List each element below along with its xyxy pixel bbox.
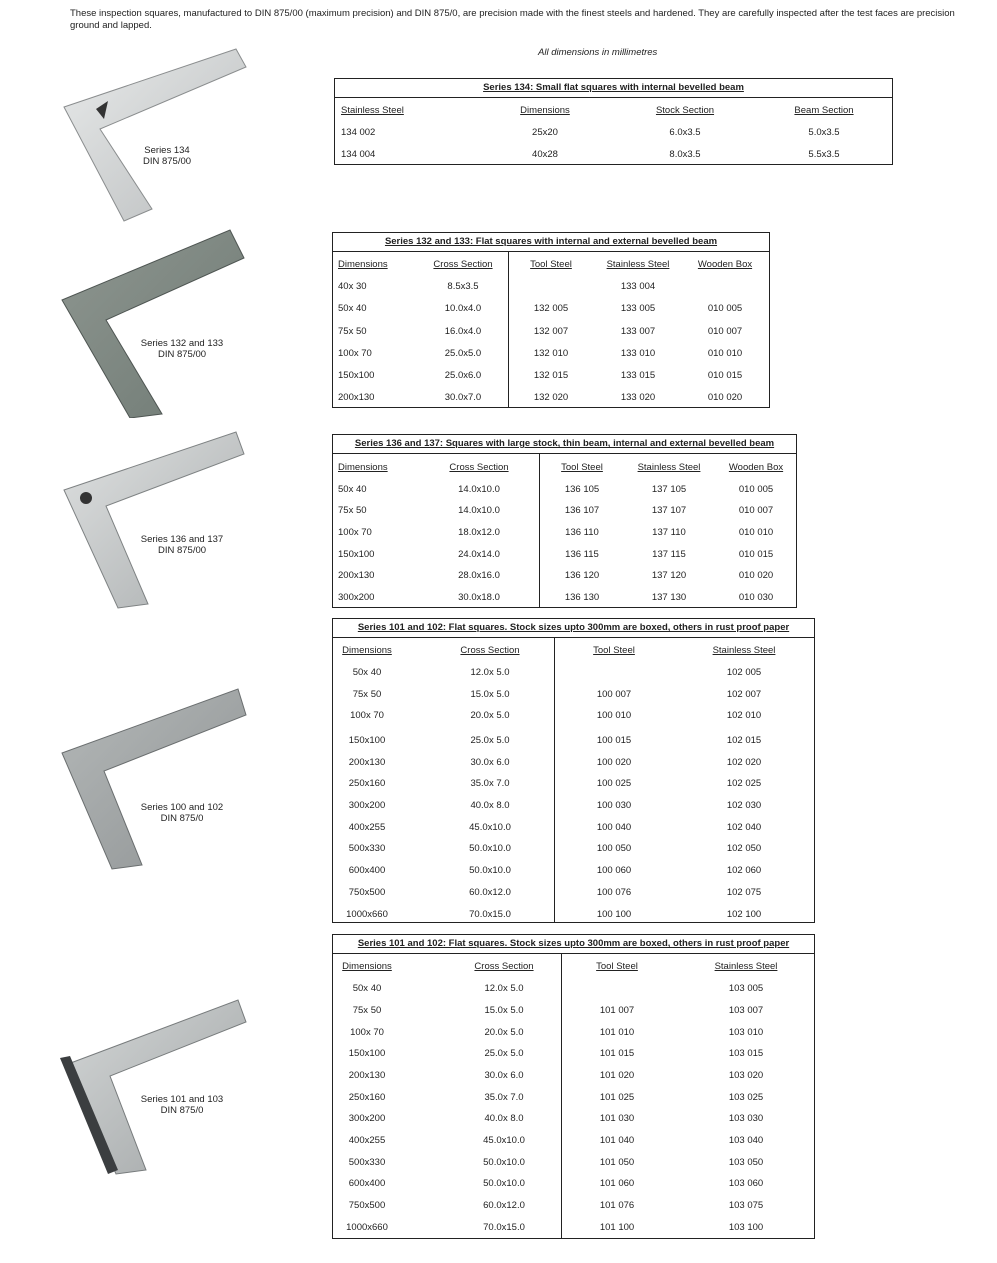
table-cell: 5.5x3.5 — [808, 149, 840, 160]
table-cell: 102 010 — [726, 710, 762, 721]
table-cell: 75x 50 — [338, 326, 367, 337]
square-132-image — [58, 228, 248, 418]
table-cell: 100 076 — [596, 887, 632, 898]
table-cell: 101 076 — [599, 1200, 635, 1211]
table-cell: 40x28 — [532, 149, 558, 160]
table-cell: 400x255 — [348, 822, 386, 833]
column-header: Dimensions — [342, 645, 392, 656]
table-cell: 010 007 — [707, 326, 743, 337]
table-cell: 50x 40 — [338, 484, 367, 495]
table-cell: 100x 70 — [338, 348, 372, 359]
table-cell: 102 020 — [726, 757, 762, 768]
table-cell: 8.5x3.5 — [447, 281, 479, 292]
column-header: Stainless Steel — [714, 961, 778, 972]
table-cell: 500x330 — [348, 843, 386, 854]
table-title: Series 134: Small flat squares with internal bevelled beam — [335, 79, 892, 98]
table-cell: 70.0x15.0 — [483, 1222, 525, 1233]
table-cell: 50.0x10.0 — [469, 843, 511, 854]
table-cell: 100x 70 — [338, 527, 372, 538]
table-cell: 137 107 — [651, 505, 687, 516]
table-cell: 150x100 — [348, 1048, 386, 1059]
table-cell: 8.0x3.5 — [669, 149, 701, 160]
table-cell: 75x 50 — [352, 1005, 382, 1016]
table-cell: 134 004 — [341, 149, 376, 160]
table-cell: 100 040 — [596, 822, 632, 833]
table-cell: 137 130 — [651, 592, 687, 603]
table-series-136-137 — [332, 434, 797, 608]
table-cell: 133 020 — [620, 392, 656, 403]
table-cell: 100 100 — [596, 909, 632, 920]
square-134-image — [60, 45, 250, 225]
units-note: All dimensions in millimetres — [538, 47, 658, 58]
caption-series-100-102: Series 100 and 102 DIN 875/0 — [140, 802, 224, 824]
table-cell: 25.0x5.0 — [444, 348, 482, 359]
table-cell: 25.0x6.0 — [444, 370, 482, 381]
table-cell: 12.0x 5.0 — [470, 667, 510, 678]
table-cell: 6.0x3.5 — [669, 127, 701, 138]
table-cell: 101 020 — [599, 1070, 635, 1081]
table-cell: 12.0x 5.0 — [484, 983, 524, 994]
table-cell: 150x100 — [348, 735, 386, 746]
table-cell: 200x130 — [348, 757, 386, 768]
table-cell: 136 115 — [565, 549, 599, 560]
table-cell: 010 020 — [707, 392, 743, 403]
table-cell: 133 010 — [620, 348, 656, 359]
table-cell: 20.0x 5.0 — [484, 1027, 524, 1038]
caption-series-101-103: Series 101 and 103 DIN 875/0 — [140, 1094, 224, 1116]
table-cell: 1000x660 — [346, 909, 388, 920]
table-cell: 102 005 — [726, 667, 762, 678]
table-cell: 14.0x10.0 — [458, 484, 500, 495]
column-header: Dimensions — [520, 105, 570, 116]
table-cell: 101 007 — [599, 1005, 635, 1016]
table-cell: 101 050 — [599, 1157, 635, 1168]
table-cell: 136 110 — [565, 527, 599, 538]
table-series-132-133 — [332, 232, 770, 408]
table-cell: 250x160 — [348, 778, 386, 789]
table-cell: 25.0x 5.0 — [470, 735, 510, 746]
table-cell: 75x 50 — [352, 689, 382, 700]
table-cell: 010 005 — [707, 303, 743, 314]
table-cell: 1000x660 — [346, 1222, 388, 1233]
table-cell: 102 040 — [726, 822, 762, 833]
column-header: Stainless Steel — [606, 259, 670, 270]
column-header: Stainless Steel — [637, 462, 701, 473]
table-cell: 25.0x 5.0 — [484, 1048, 524, 1059]
table-cell: 750x500 — [348, 1200, 386, 1211]
column-header: Stainless Steel — [341, 105, 404, 116]
table-cell: 103 100 — [728, 1222, 764, 1233]
caption-series-134: Series 134 DIN 875/00 — [142, 145, 192, 167]
table-cell: 40x 30 — [338, 281, 367, 292]
table-cell: 60.0x12.0 — [483, 1200, 525, 1211]
table-cell: 200x130 — [338, 392, 375, 403]
column-header: Cross Section — [460, 645, 520, 656]
table-cell: 300x200 — [338, 592, 375, 603]
table-cell: 16.0x4.0 — [444, 326, 482, 337]
table-cell: 103 010 — [728, 1027, 764, 1038]
table-cell: 100 060 — [596, 865, 632, 876]
table-cell: 50x 40 — [352, 983, 382, 994]
table-cell: 010 010 — [707, 348, 743, 359]
table-cell: 600x400 — [348, 1178, 386, 1189]
table-cell: 103 020 — [728, 1070, 764, 1081]
table-cell: 102 015 — [726, 735, 762, 746]
table-cell: 137 110 — [652, 527, 686, 538]
column-header: Stainless Steel — [712, 645, 776, 656]
square-136-image — [58, 428, 250, 610]
table-cell: 20.0x 5.0 — [470, 710, 510, 721]
table-cell: 010 030 — [738, 592, 774, 603]
column-divider — [508, 251, 509, 407]
table-cell: 100 015 — [596, 735, 632, 746]
table-cell: 250x160 — [348, 1092, 386, 1103]
column-divider — [539, 453, 540, 607]
table-cell: 300x200 — [348, 1113, 386, 1124]
table-cell: 101 040 — [599, 1135, 635, 1146]
column-header: Dimensions — [342, 961, 392, 972]
table-cell: 103 015 — [728, 1048, 764, 1059]
table-cell: 137 115 — [652, 549, 686, 560]
table-cell: 132 005 — [533, 303, 569, 314]
table-cell: 103 005 — [728, 983, 764, 994]
table-cell: 010 010 — [738, 527, 774, 538]
table-cell: 50x 40 — [352, 667, 382, 678]
column-divider — [554, 637, 555, 922]
table-cell: 35.0x 7.0 — [470, 778, 510, 789]
square-100-image — [60, 685, 250, 870]
table-cell: 30.0x 6.0 — [484, 1070, 524, 1081]
table-cell: 50.0x10.0 — [483, 1157, 525, 1168]
table-cell: 132 020 — [533, 392, 569, 403]
table-cell: 30.0x 6.0 — [470, 757, 510, 768]
column-header: Beam Section — [794, 105, 854, 116]
table-title: Series 132 and 133: Flat squares with internal and external bevelled beam — [333, 233, 769, 252]
table-cell: 136 107 — [564, 505, 600, 516]
table-cell: 750x500 — [348, 887, 386, 898]
table-cell: 103 075 — [728, 1200, 764, 1211]
table-cell: 136 120 — [564, 570, 600, 581]
table-cell: 150x100 — [338, 549, 375, 560]
table-cell: 45.0x10.0 — [469, 822, 511, 833]
column-header: Wooden Box — [697, 259, 753, 270]
table-cell: 75x 50 — [338, 505, 367, 516]
table-cell: 103 040 — [728, 1135, 764, 1146]
table-cell: 101 030 — [599, 1113, 635, 1124]
table-cell: 100 020 — [596, 757, 632, 768]
table-cell: 134 002 — [341, 127, 376, 138]
table-cell: 102 007 — [726, 689, 762, 700]
table-cell: 102 075 — [726, 887, 762, 898]
table-cell: 25x20 — [532, 127, 558, 138]
table-cell: 132 010 — [533, 348, 569, 359]
table-series-101-102-a — [332, 618, 815, 923]
table-cell: 70.0x15.0 — [469, 909, 511, 920]
column-header: Tool Steel — [596, 961, 638, 972]
table-series-101-102-b — [332, 934, 815, 1239]
table-title: Series 101 and 102: Flat squares. Stock sizes upto 300mm are boxed, others in rust proof paper — [333, 619, 814, 638]
column-header: Dimensions — [338, 259, 388, 270]
table-cell: 10.0x4.0 — [444, 303, 482, 314]
table-cell: 50.0x10.0 — [483, 1178, 525, 1189]
table-cell: 132 015 — [533, 370, 569, 381]
column-header: Stock Section — [655, 105, 715, 116]
table-cell: 40.0x 8.0 — [470, 800, 510, 811]
table-cell: 101 010 — [599, 1027, 635, 1038]
table-cell: 45.0x10.0 — [483, 1135, 525, 1146]
table-cell: 100 010 — [596, 710, 632, 721]
table-cell: 60.0x12.0 — [469, 887, 511, 898]
caption-series-132-133: Series 132 and 133 DIN 875/00 — [140, 338, 224, 360]
table-cell: 35.0x 7.0 — [484, 1092, 524, 1103]
table-cell: 18.0x12.0 — [458, 527, 500, 538]
intro-text: These inspection squares, manufactured to DIN 875/00 (maximum precision) and DIN 875/0, are precision made with the finest steels and hardened. They are carefully inspected after the test faces are precision ground and lapped. — [70, 8, 955, 31]
table-cell: 15.0x 5.0 — [484, 1005, 524, 1016]
table-cell: 133 005 — [620, 303, 656, 314]
table-cell: 133 007 — [620, 326, 656, 337]
table-cell: 137 120 — [651, 570, 687, 581]
table-cell: 010 007 — [738, 505, 774, 516]
table-cell: 010 005 — [738, 484, 774, 495]
table-cell: 136 130 — [564, 592, 600, 603]
table-cell: 133 015 — [620, 370, 656, 381]
table-cell: 132 007 — [533, 326, 569, 337]
table-cell: 50.0x10.0 — [469, 865, 511, 876]
table-cell: 101 100 — [599, 1222, 635, 1233]
table-cell: 103 050 — [728, 1157, 764, 1168]
caption-series-136-137: Series 136 and 137 DIN 875/00 — [140, 534, 224, 556]
table-cell: 100x 70 — [350, 1027, 384, 1038]
table-cell: 101 060 — [599, 1178, 635, 1189]
table-cell: 50x 40 — [338, 303, 367, 314]
column-header: Tool Steel — [561, 462, 603, 473]
column-header: Cross Section — [474, 961, 534, 972]
table-title: Series 136 and 137: Squares with large stock, thin beam, internal and external bevelled beam — [333, 435, 796, 454]
table-cell: 102 060 — [726, 865, 762, 876]
table-cell: 102 025 — [726, 778, 762, 789]
column-header: Cross Section — [433, 259, 493, 270]
table-cell: 14.0x10.0 — [458, 505, 500, 516]
table-cell: 24.0x14.0 — [458, 549, 500, 560]
column-header: Cross Section — [449, 462, 509, 473]
column-header: Dimensions — [338, 462, 388, 473]
table-cell: 103 060 — [728, 1178, 764, 1189]
table-cell: 102 100 — [726, 909, 762, 920]
table-cell: 101 015 — [599, 1048, 635, 1059]
column-header: Tool Steel — [593, 645, 635, 656]
table-cell: 101 025 — [599, 1092, 635, 1103]
table-cell: 600x400 — [348, 865, 386, 876]
column-header: Wooden Box — [728, 462, 784, 473]
table-cell: 400x255 — [348, 1135, 386, 1146]
table-cell: 150x100 — [338, 370, 375, 381]
table-cell: 40.0x 8.0 — [484, 1113, 524, 1124]
table-cell: 200x130 — [348, 1070, 386, 1081]
table-cell: 300x200 — [348, 800, 386, 811]
column-divider — [561, 953, 562, 1238]
table-cell: 15.0x 5.0 — [470, 689, 510, 700]
table-cell: 103 025 — [728, 1092, 764, 1103]
table-cell: 133 004 — [620, 281, 656, 292]
table-cell: 30.0x7.0 — [444, 392, 482, 403]
table-cell: 103 030 — [728, 1113, 764, 1124]
table-cell: 137 105 — [651, 484, 687, 495]
table-cell: 100x 70 — [350, 710, 384, 721]
table-cell: 010 015 — [707, 370, 743, 381]
table-cell: 103 007 — [728, 1005, 764, 1016]
table-cell: 100 050 — [596, 843, 632, 854]
table-cell: 100 025 — [596, 778, 632, 789]
table-cell: 010 020 — [738, 570, 774, 581]
table-cell: 100 030 — [596, 800, 632, 811]
table-cell: 28.0x16.0 — [458, 570, 500, 581]
table-cell: 100 007 — [596, 689, 632, 700]
table-cell: 102 050 — [726, 843, 762, 854]
table-cell: 010 015 — [738, 549, 774, 560]
column-header: Tool Steel — [530, 259, 572, 270]
square-101-image — [58, 998, 250, 1178]
table-cell: 5.0x3.5 — [808, 127, 840, 138]
table-cell: 500x330 — [348, 1157, 386, 1168]
table-cell: 30.0x18.0 — [458, 592, 500, 603]
table-cell: 200x130 — [338, 570, 375, 581]
table-cell: 136 105 — [564, 484, 600, 495]
table-series-134 — [334, 78, 893, 165]
table-title: Series 101 and 102: Flat squares. Stock sizes upto 300mm are boxed, others in rust proof paper — [333, 935, 814, 954]
table-cell: 102 030 — [726, 800, 762, 811]
